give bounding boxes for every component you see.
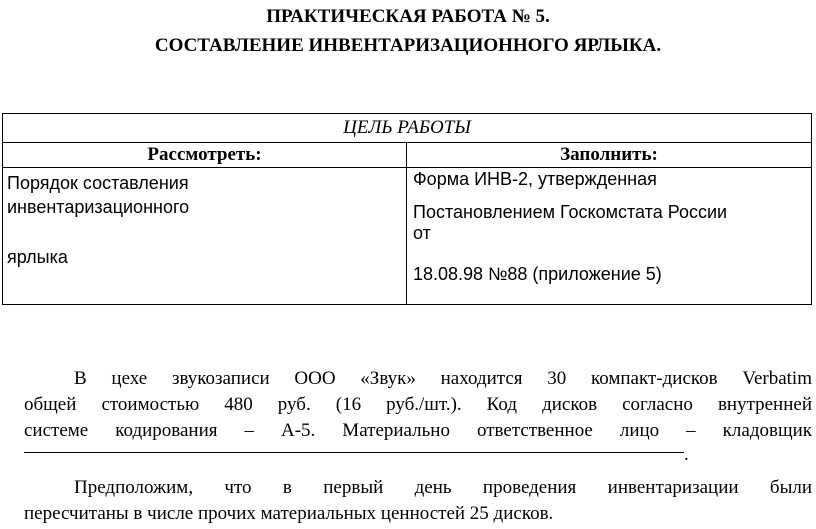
- fill-in-blank-line: [24, 452, 684, 453]
- left-line: ярлыка: [7, 247, 68, 267]
- task-paragraph-2: [24, 475, 812, 527]
- text-line: пересчитаны в числе прочих материальных ценностей 25 дисков.: [24, 503, 554, 524]
- task-paragraph-1: [24, 366, 812, 444]
- text-line: общей стоимостью 480 руб. (16 руб./шт.). Код дисков согласно внутренней: [24, 394, 812, 415]
- page-title-line-2: СОСТАВЛЕНИЕ ИНВЕНТАРИЗАЦИОННОГО ЯРЛЫКА.: [154, 35, 662, 56]
- right-line: Постановлением Госкомстата России: [413, 202, 728, 222]
- text-line: В цехе звукозаписи ООО «Звук» находится 30 компакт-дисков Verbatim: [74, 368, 812, 389]
- goal-title: ЦЕЛЬ РАБОТЫ: [3, 114, 812, 143]
- right-column-header: Заполнить:: [407, 143, 812, 168]
- left-column-header: Рассмотреть:: [3, 143, 407, 168]
- left-line: Порядок составления: [7, 173, 189, 193]
- page-title-line-1: ПРАКТИЧЕСКАЯ РАБОТА № 5.: [266, 6, 550, 27]
- text-line: Предположим, что в первый день проведения инвентаризации были: [74, 477, 812, 498]
- goal-table: [2, 113, 812, 305]
- left-column-content: [3, 168, 407, 305]
- right-line: от: [413, 223, 431, 243]
- left-line: инвентаризационного: [7, 197, 190, 217]
- blank-line-period: .: [684, 444, 689, 465]
- right-line: 18.08.98 №88 (приложение 5): [413, 264, 662, 284]
- right-line: Форма ИНВ-2, утвержденная: [413, 169, 657, 189]
- text-line: системе кодирования – А-5. Материально ответственное лицо – кладовщик: [24, 420, 812, 441]
- right-column-content: [407, 168, 812, 305]
